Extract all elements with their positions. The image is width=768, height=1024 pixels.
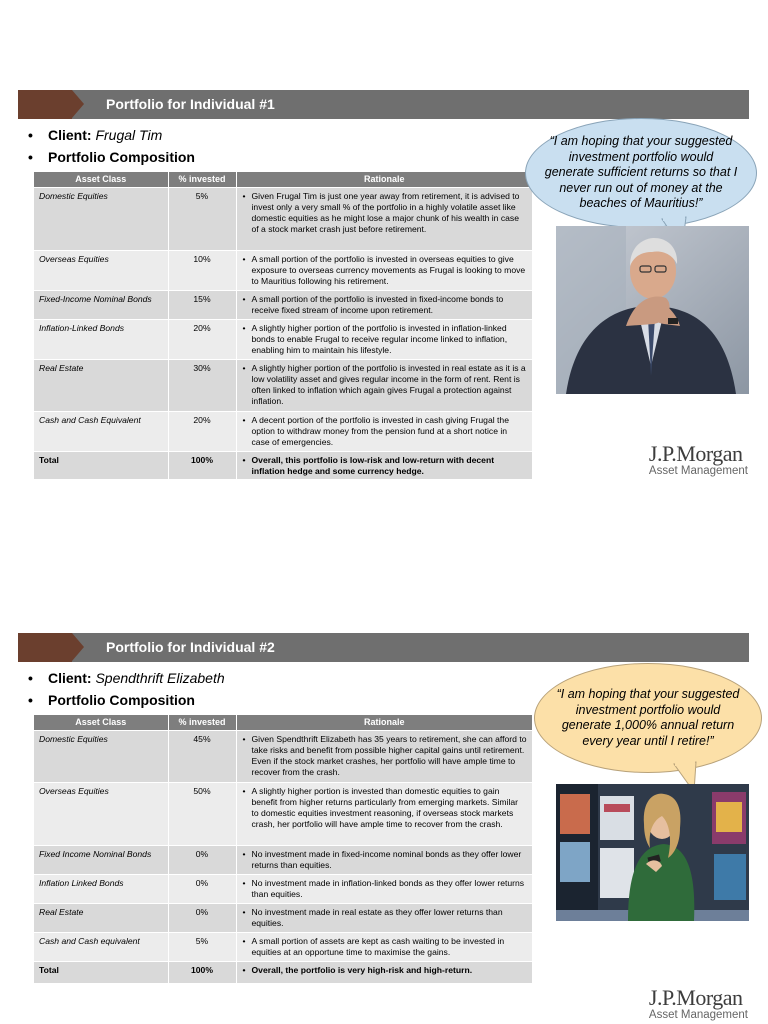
percent-cell: 15% (168, 290, 236, 319)
rationale-cell: • No investment made in inflation-linked bonds as they offer lower returns than equities. (236, 874, 533, 903)
asset-class-cell: Domestic Equities (34, 730, 168, 782)
percent-cell: 10% (168, 250, 236, 290)
asset-class-cell: Cash and Cash equivalent (34, 932, 168, 961)
asset-class-cell: Inflation Linked Bonds (34, 874, 168, 903)
table-row (34, 730, 533, 782)
percent-cell: 0% (168, 845, 236, 874)
rationale-cell: • Overall, the portfolio is very high-risk and high-return. (236, 961, 533, 983)
banner-title: Portfolio for Individual #1 (106, 96, 275, 112)
rationale-cell: • A slightly higher portion is invested than domestic equities to gain benefit from higher returns particularly from emerging markets. Similar to domestic equities investment reasoning, if overseas stock markets crash, her portfolio will have ample time to recover from the crash. (236, 782, 533, 845)
jpmorgan-logo (649, 985, 748, 1021)
table-row (34, 782, 533, 845)
header-asset-class: Asset Class (34, 172, 168, 187)
percent-cell: 0% (168, 903, 236, 932)
asset-class-cell: Fixed Income Nominal Bonds (34, 845, 168, 874)
percent-cell: 30% (168, 359, 236, 411)
asset-class-cell: Total (34, 961, 168, 983)
rationale-cell: • A slightly higher portion of the portfolio is invested in real estate as it is a low volatility asset and gives regular income in the form of rent. Rent is often linked to inflation which again gives Frugal a protection against inflation. (236, 359, 533, 411)
logo-subtitle: Asset Management (648, 1009, 748, 1021)
header-percent-invested: % invested (168, 172, 236, 187)
header-percent-invested: % invested (168, 715, 236, 730)
percent-cell: 100% (168, 451, 236, 479)
composition-label: Portfolio Composition (48, 692, 195, 708)
client-label: Client: (48, 670, 92, 686)
percent-cell: 5% (168, 187, 236, 250)
percent-cell: 45% (168, 730, 236, 782)
logo-subtitle: Asset Management (648, 465, 748, 477)
rationale-cell: • A slightly higher portion of the portfolio is invested in inflation-linked bonds to enable Frugal to receive regular income linked to inflation, enabling him to maintain his lifestyle. (236, 319, 533, 359)
composition-label: Portfolio Composition (48, 149, 195, 165)
percent-cell: 50% (168, 782, 236, 845)
client-name: Spendthrift Elizabeth (95, 670, 225, 686)
rationale-cell: • Given Spendthrift Elizabeth has 35 years to retirement, she can afford to take risks and benefit from possible higher capital gains until retirement. Even if the stock market crashes, her portfolio will have ample time to recover from the crash. (236, 730, 533, 782)
rationale-cell: • A small portion of the portfolio is invested in fixed-income bonds to receive fixed stream of income upon retirement. (236, 290, 533, 319)
client-bullet (28, 667, 225, 689)
quote-text: “I am hoping that your suggested investment portfolio would generate sufficient returns so that I never run out of money at the beaches of Mauritius!” (544, 134, 738, 211)
table-row (34, 932, 533, 961)
quote-bubble (534, 663, 762, 773)
section-banner (18, 633, 749, 662)
table-row (34, 845, 533, 874)
client-name: Frugal Tim (95, 127, 163, 143)
table-total-row (34, 961, 533, 983)
asset-class-cell: Overseas Equities (34, 782, 168, 845)
asset-class-cell: Cash and Cash Equivalent (34, 411, 168, 451)
banner-chevron (72, 633, 84, 661)
table-header-row (34, 715, 533, 730)
rationale-cell: • No investment made in fixed-income nominal bonds as they offer lower returns than equities. (236, 845, 533, 874)
asset-class-cell: Real Estate (34, 359, 168, 411)
asset-class-cell: Total (34, 451, 168, 479)
asset-class-cell: Fixed-Income Nominal Bonds (34, 290, 168, 319)
banner-accent (18, 633, 72, 662)
rationale-cell: • A small portion of assets are kept as cash waiting to be invested in equities at an opportune time to maximise the gains. (236, 932, 533, 961)
rationale-cell: • A small portion of the portfolio is invested in overseas equities to give exposure to overseas currency movements as Frugal is looking to move to Mauritius following his retirement. (236, 250, 533, 290)
asset-class-cell: Inflation-Linked Bonds (34, 319, 168, 359)
percent-cell: 0% (168, 874, 236, 903)
portfolio-table (34, 715, 533, 983)
client-photo-woman (556, 784, 749, 921)
rationale-cell: • Overall, this portfolio is low-risk and low-return with decent inflation hedge and some currency hedge. (236, 451, 533, 479)
client-label: Client: (48, 127, 92, 143)
rationale-cell: • No investment made in real estate as they offer lower returns than equities. (236, 903, 533, 932)
percent-cell: 5% (168, 932, 236, 961)
asset-class-cell: Real Estate (34, 903, 168, 932)
rationale-cell: • Given Frugal Tim is just one year away from retirement, it is advised to invest only a very small % of the portfolio in a highly volatile asset like domestic equities as he might lose a major chunk of his wealth in case of a stock market crash just before retirement. (236, 187, 533, 250)
logo-wordmark: J.P.Morgan (648, 985, 743, 1010)
composition-bullet (28, 689, 225, 711)
table-row (34, 903, 533, 932)
asset-class-cell: Domestic Equities (34, 187, 168, 250)
percent-cell: 20% (168, 319, 236, 359)
header-rationale: Rationale (236, 172, 533, 187)
logo-wordmark: J.P.Morgan (648, 441, 743, 466)
header-asset-class: Asset Class (34, 715, 168, 730)
asset-class-cell: Overseas Equities (34, 250, 168, 290)
percent-cell: 20% (168, 411, 236, 451)
client-bullets (28, 667, 225, 711)
rationale-cell: • A decent portion of the portfolio is invested in cash giving Frugal the option to withdraw money from the pension fund at a short notice in case of emergencies. (236, 411, 533, 451)
percent-cell: 100% (168, 961, 236, 983)
quote-text: “I am hoping that your suggested investment portfolio would generate 1,000% annual return every year until I retire!” (556, 687, 740, 748)
banner-title: Portfolio for Individual #2 (106, 639, 275, 655)
table-row (34, 874, 533, 903)
header-rationale: Rationale (236, 715, 533, 730)
